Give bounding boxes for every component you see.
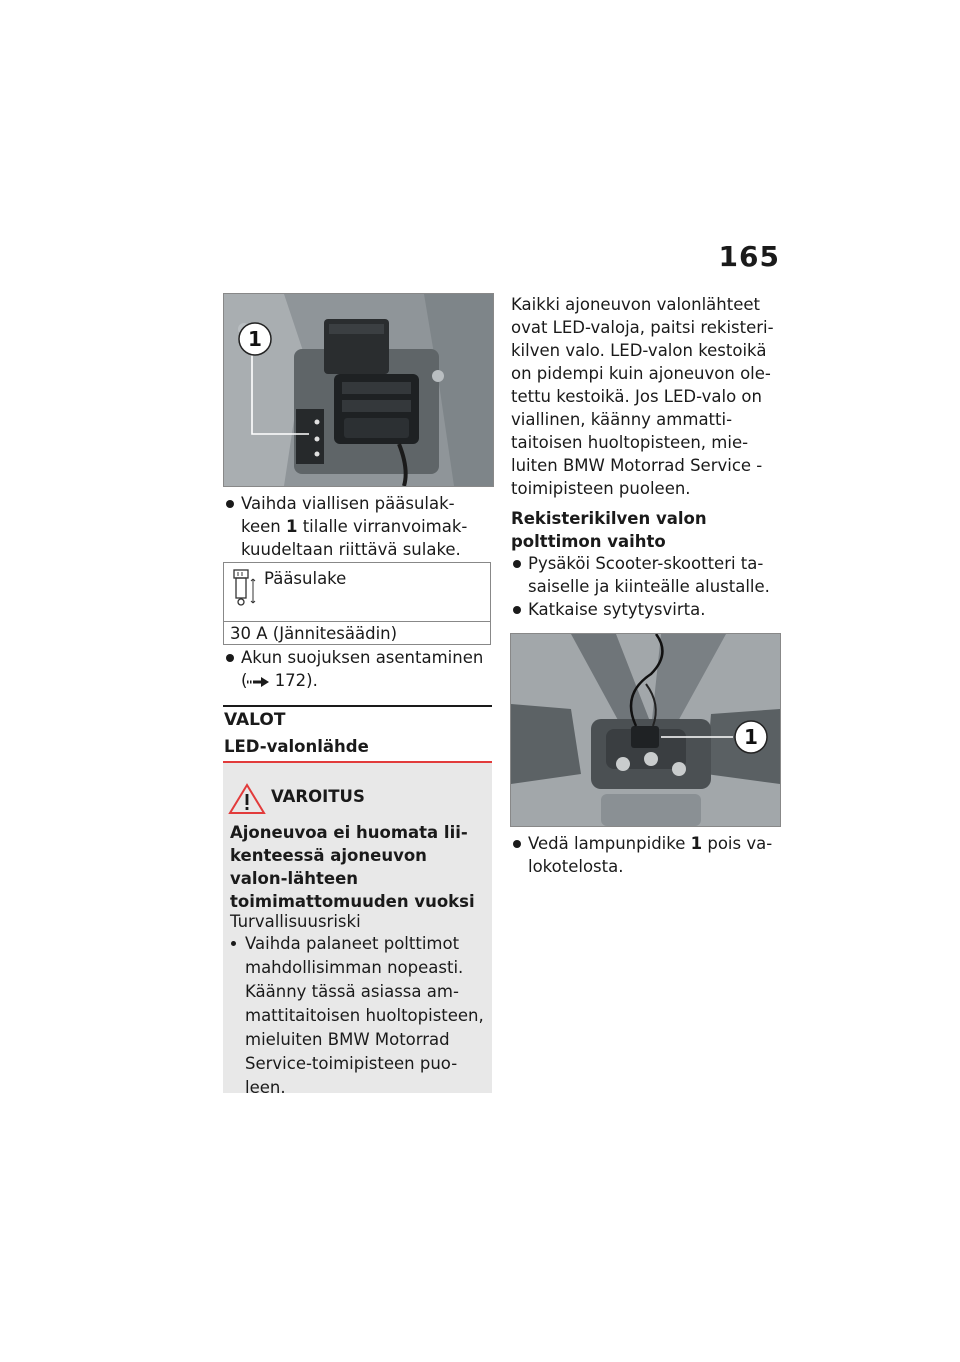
page-number: 165 xyxy=(718,240,780,273)
section-title: VALOT xyxy=(224,710,286,730)
figure1-callout: 1 xyxy=(248,327,262,351)
section-divider xyxy=(223,705,492,707)
callout-ref: 1 xyxy=(285,517,298,536)
warning-box xyxy=(223,761,492,1097)
list-item: Vedä lampunpidike 1 pois va-lokotelosta. xyxy=(511,832,777,878)
step-list-4 xyxy=(511,832,777,878)
step-list-2 xyxy=(224,646,488,692)
callout-ref: 1 xyxy=(690,834,703,853)
section-subtitle: LED-valonlähde xyxy=(224,737,369,756)
step-list-3 xyxy=(511,552,777,621)
warning-triangle-icon xyxy=(228,783,266,819)
figure2-callout: 1 xyxy=(744,725,758,749)
fuse-icon xyxy=(230,567,258,611)
spec-table xyxy=(223,562,491,645)
spec-value: 30 A (Jännitesäädin) xyxy=(224,622,491,645)
warning-title: VAROITUS xyxy=(271,787,365,806)
list-item: Akun suojuksen asentaminen ( 172). xyxy=(224,646,488,692)
list-item: Vaihda palaneet polttimot mahdollisimman nopeasti. Käänny tässä asiassa am-mattitaitoisen huoltopisteen, mieluiten BMW Motorrad Service-toimipisteen puo-leen. xyxy=(228,932,486,1100)
intro-paragraph: Kaikki ajoneuvon valonlähteet ovat LED-valoja, paitsi rekisteri-kilven valo. LED-valon kestoikä on pidempi kuin ajoneuvon ole-tettu kestoikä. Jos LED-valo on viallinen, käänny ammatti-taitoisen huoltopisteen, mie-luiten BMW Motorrad Service -toimipisteen puoleen. xyxy=(511,295,774,498)
arrow-right-icon xyxy=(247,677,269,687)
warning-list xyxy=(228,932,486,1100)
step-list-1 xyxy=(224,492,488,561)
list-item: Katkaise sytytysvirta. xyxy=(511,598,777,621)
lamp-holder-illustration xyxy=(511,634,780,826)
list-item: Vaihda viallisen pääsulak-keen 1 tilalle virranvoimak-kuudeltaan riittävä sulake. xyxy=(224,492,488,561)
xref-page[interactable]: 172). xyxy=(274,671,318,690)
fuse-box-illustration xyxy=(224,294,493,486)
warning-risk: Turvallisuusriski xyxy=(230,912,361,931)
warning-heading: Ajoneuvoa ei huomata lii-kenteessä ajoneuvon valon-lähteen toimimattomuuden vuoksi xyxy=(230,823,475,911)
spec-label: Pääsulake xyxy=(264,569,347,588)
list-item: Pysäköi Scooter-skootteri ta-saiselle ja kiinteälle alustalle. xyxy=(511,552,777,598)
subheading: Rekisterikilven valon polttimon vaihto xyxy=(511,509,707,551)
fuse-box-photo xyxy=(223,293,494,487)
license-plate-light-photo xyxy=(510,633,781,827)
